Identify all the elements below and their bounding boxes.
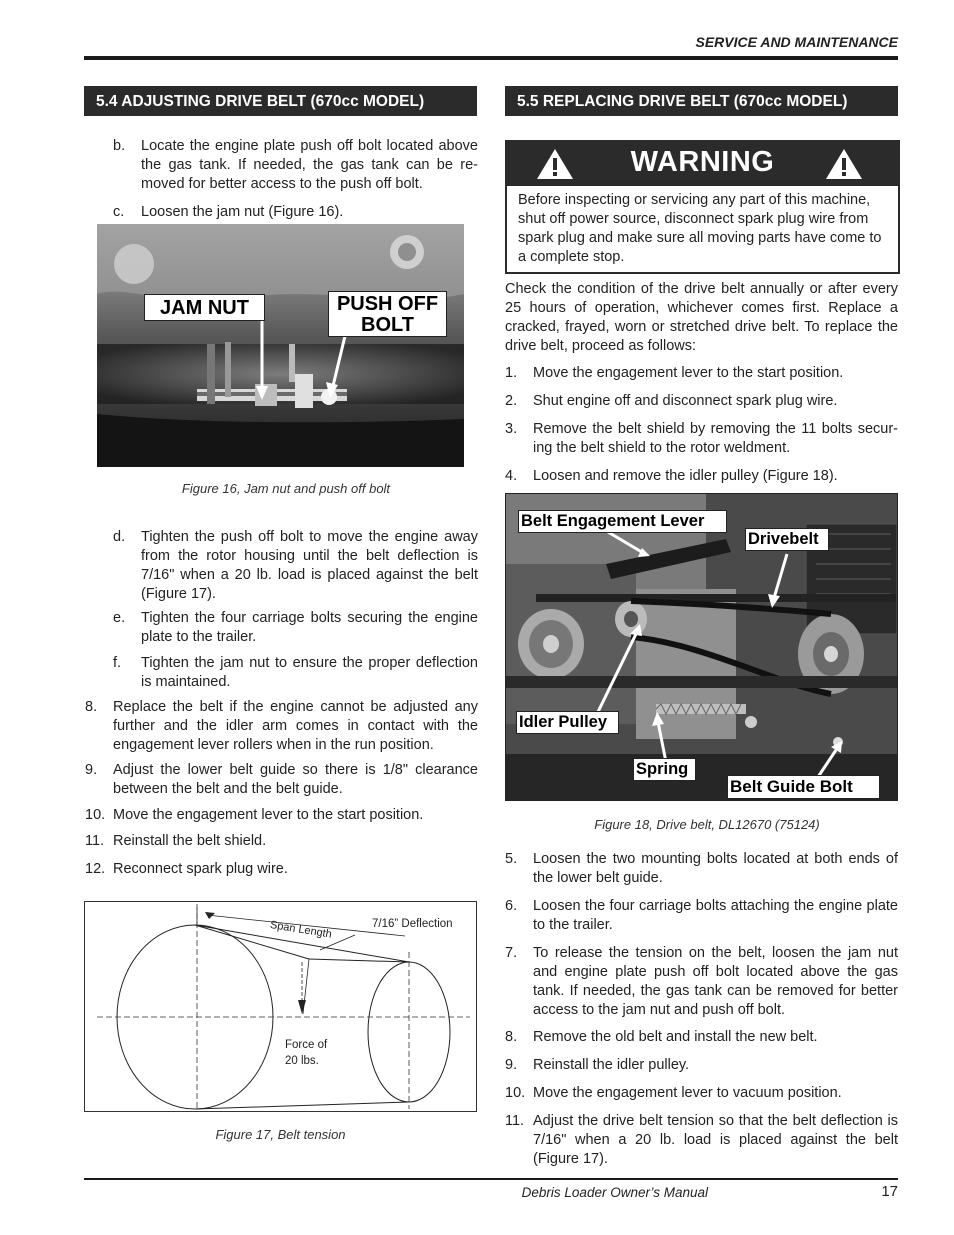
list-item-text: Tighten the four carriage bolts securing the engine plate to the trailer. [141, 610, 478, 645]
warning-header [507, 142, 898, 186]
step-11 [505, 1112, 898, 1169]
list-item-number: 12. [85, 861, 106, 877]
list-item-number: 11. [85, 833, 105, 849]
list-item-text: Reinstall the belt shield. [113, 833, 267, 849]
list-item-number: 8. [505, 1029, 518, 1045]
figure-16-caption: Figure 16, Jam nut and push off bolt [181, 481, 391, 496]
list-item-text: To release the tension on the belt, loosen the jam nut and engine plate push off bolt located above the gas tank. If needed, the gas tank can be removed for better access to the jam nut and push off bolt. [533, 945, 898, 1018]
list-item-text: Loosen the two mounting bolts located at both ends of the lower belt guide. [533, 851, 898, 886]
list-item-text: Remove the belt shield by removing the 11 bolts secur-ing the belt shield to the rotor weldment. [533, 421, 898, 456]
footer-title: Debris Loader Owner’s Manual [521, 1185, 708, 1200]
list-item-text: Loosen the jam nut (Figure 16). [141, 204, 344, 220]
list-item-8 [85, 698, 478, 755]
force-label-line-1: Force of [285, 1039, 328, 1051]
list-item-text: Loosen and remove the idler pulley (Figure 18). [533, 468, 838, 484]
belt-engagement-lever-label: Belt Engagement Lever [518, 510, 727, 533]
list-item-number: d. [113, 529, 126, 545]
warning-title: WARNING [630, 146, 775, 178]
list-item-text: Replace the belt if the engine cannot be adjusted any further and the idler arm comes in contact with the engagement lever rollers when in the run position. [113, 699, 478, 753]
list-item-text: Reconnect spark plug wire. [113, 861, 288, 877]
step-3 [505, 420, 898, 458]
step-7 [505, 944, 898, 1020]
list-item-number: 4. [505, 468, 518, 484]
list-item-number: 11. [505, 1113, 525, 1129]
list-item-text: Tighten the push off bolt to move the engine away from the rotor housing until the belt deflection is 7/16" when a 20 lb. load is placed against the belt (Figure 17). [141, 529, 478, 602]
force-label-line-2: 20 lbs. [285, 1055, 319, 1067]
warning-box [505, 140, 900, 274]
warning-triangle-icon [824, 147, 864, 181]
list-item-number: f. [113, 655, 122, 671]
list-item-b [113, 137, 478, 194]
step-2 [505, 392, 898, 411]
intro-paragraph: Check the condition of the drive belt annually or after every 25 hours of operation, whichever comes first. Replace a cracked, frayed, worn or stretched drive belt. To replace the drive belt, proceed as follows: [505, 281, 898, 354]
page-number: 17 [881, 1183, 898, 1200]
list-item-text: Adjust the drive belt tension so that the belt deflection is 7/16" when a 20 lb. load is placed against the belt (Figure 17). [533, 1113, 898, 1167]
list-item-text: Adjust the lower belt guide so there is 1/8" clearance between the belt and the belt guide. [113, 762, 478, 797]
page-header-title: SERVICE AND MAINTENANCE [695, 34, 898, 50]
idler-pulley-label: Idler Pulley [516, 711, 619, 734]
list-item-number: b. [113, 138, 126, 154]
figure-17-diagram [84, 901, 477, 1112]
step-10 [505, 1084, 898, 1103]
list-item-number: 2. [505, 393, 518, 409]
push-off-bolt-label: PUSH OFF BOLT [328, 291, 447, 337]
list-item-text: Move the engagement lever to the start position. [533, 365, 844, 381]
list-item-text: Move the engagement lever to vacuum position. [533, 1085, 842, 1101]
list-item-text: Remove the old belt and install the new belt. [533, 1029, 818, 1045]
list-item-e [113, 609, 478, 647]
drivebelt-label: Drivebelt [745, 528, 829, 551]
list-item-c [113, 203, 478, 222]
list-item-text: Reinstall the idler pulley. [533, 1057, 690, 1073]
warning-text: Before inspecting or servicing any part of this machine, shut off power source, disconnect spark plug wire from spark plug and make sure all moving parts have come to a complete stop. [518, 192, 882, 265]
force-label [285, 1037, 327, 1069]
list-item-number: 1. [505, 365, 518, 381]
list-item-number: 9. [505, 1057, 518, 1073]
list-item-text: Shut engine off and disconnect spark plug wire. [533, 393, 838, 409]
list-item-number: 10. [85, 807, 106, 823]
drive-belt-photo-illustration [506, 494, 897, 800]
list-item-number: 8. [85, 699, 98, 715]
list-item-text: Loosen the four carriage bolts attaching the engine plate to the trailer. [533, 898, 898, 933]
list-item-12 [85, 860, 478, 879]
list-item-text: Tighten the jam nut to ensure the proper deflection is maintained. [141, 655, 478, 690]
list-item-11 [85, 832, 478, 851]
spring-label: Spring [633, 758, 696, 781]
step-9 [505, 1056, 898, 1075]
figure-18-photo [505, 493, 898, 801]
belt-guide-bolt-label: Belt Guide Bolt [727, 775, 880, 799]
header-rule [84, 56, 898, 60]
list-item-number: 7. [505, 945, 518, 961]
jam-nut-label: JAM NUT [144, 294, 265, 321]
figure-17-caption: Figure 17, Belt tension [215, 1127, 346, 1142]
list-item-10 [85, 806, 478, 825]
list-item-number: c. [113, 204, 125, 220]
step-1 [505, 364, 898, 383]
list-item-9 [85, 761, 478, 799]
step-6 [505, 897, 898, 935]
section-title-5-5: 5.5 REPLACING DRIVE BELT (670cc MODEL) [505, 86, 898, 116]
figure-18-caption: Figure 18, Drive belt, DL12670 (75124) [594, 817, 820, 832]
span-length-label: Span Length [269, 919, 333, 941]
list-item-number: 6. [505, 898, 518, 914]
belt-tension-drawing [85, 902, 476, 1111]
deflection-label: 7/16” Deflection [372, 918, 453, 930]
list-item-f [113, 654, 478, 692]
list-item-number: 10. [505, 1085, 526, 1101]
list-item-number: 3. [505, 421, 518, 437]
step-4 [505, 467, 898, 486]
list-item-text: Locate the engine plate push off bolt located above the gas tank. If needed, the gas tank can be re-moved for better access to the push off bolt. [141, 138, 478, 192]
list-item-number: 9. [85, 762, 98, 778]
list-item-number: 5. [505, 851, 518, 867]
jam-nut-photo-illustration [97, 224, 464, 467]
list-item-text: Move the engagement lever to the start position. [113, 807, 424, 823]
list-item-number: e. [113, 610, 126, 626]
section-title-5-4: 5.4 ADJUSTING DRIVE BELT (670cc MODEL) [84, 86, 477, 116]
step-8 [505, 1028, 898, 1047]
list-item-d [113, 528, 478, 604]
footer-rule [84, 1178, 898, 1180]
figure-16-photo [97, 224, 464, 467]
step-5 [505, 850, 898, 888]
